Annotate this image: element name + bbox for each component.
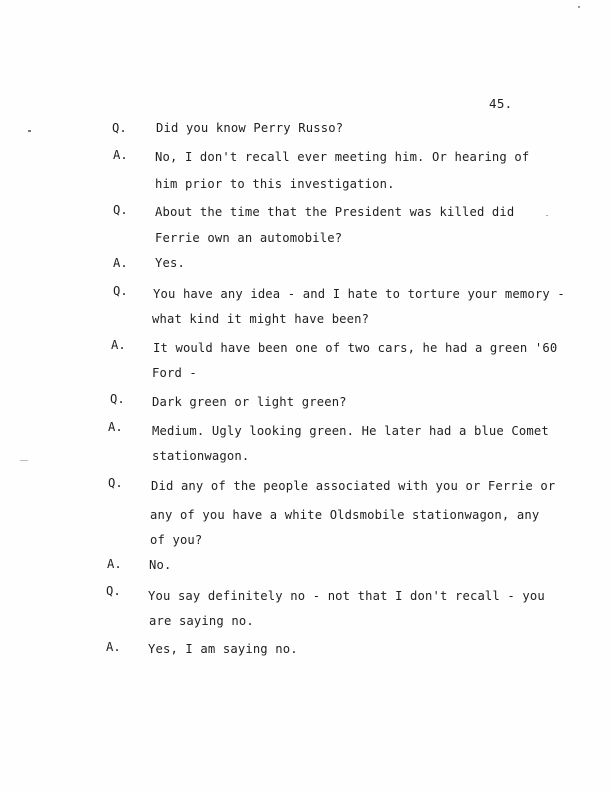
transcript-line: Ford - (152, 366, 197, 380)
speaker-a: A. (107, 557, 122, 571)
transcript-line: what kind it might have been? (152, 312, 370, 326)
transcript-line: Ferrie own an automobile? (155, 231, 343, 245)
speaker-q: Q. (113, 203, 128, 217)
speaker-q: Q. (113, 284, 128, 298)
transcript-line: Yes, I am saying no. (148, 642, 298, 656)
transcript-line: Medium. Ugly looking green. He later had a blue Comet (152, 424, 549, 438)
page-number: 45. (489, 96, 513, 111)
transcript-line: of you? (150, 533, 203, 547)
speaker-a: A. (108, 420, 123, 434)
transcript-line: It would have been one of two cars, he had a green '60 (153, 341, 558, 355)
transcript-line: About the time that the President was killed did (155, 205, 515, 219)
transcript-line: Yes. (155, 256, 185, 270)
scan-speck (28, 130, 31, 132)
transcript-line: Did any of the people associated with you or Ferrie or (151, 479, 556, 493)
speaker-q: Q. (110, 392, 125, 406)
transcript-line: You have any idea - and I hate to torture your memory - (153, 287, 565, 301)
scan-speck (578, 6, 580, 8)
transcript-line: are saying no. (149, 614, 254, 628)
scan-speck (20, 460, 28, 461)
transcript-line: stationwagon. (152, 449, 250, 463)
speaker-a: A. (113, 256, 128, 270)
speaker-q: Q. (108, 476, 123, 490)
transcript-line: No, I don't recall ever meeting him. Or hearing of (155, 150, 530, 164)
speaker-a: A. (111, 338, 126, 352)
transcript-line: No. (149, 558, 172, 572)
transcript-line: Dark green or light green? (152, 395, 347, 409)
transcript-line: him prior to this investigation. (155, 177, 395, 191)
transcript-line: Did you know Perry Russo? (156, 121, 344, 135)
speaker-q: Q. (112, 121, 127, 135)
speaker-q: Q. (106, 584, 121, 598)
scan-speck (546, 215, 548, 216)
transcript-line: any of you have a white Oldsmobile stationwagon, any (150, 508, 540, 522)
transcript-line: You say definitely no - not that I don't recall - you (148, 589, 545, 603)
speaker-a: A. (106, 640, 121, 654)
speaker-a: A. (113, 148, 128, 162)
